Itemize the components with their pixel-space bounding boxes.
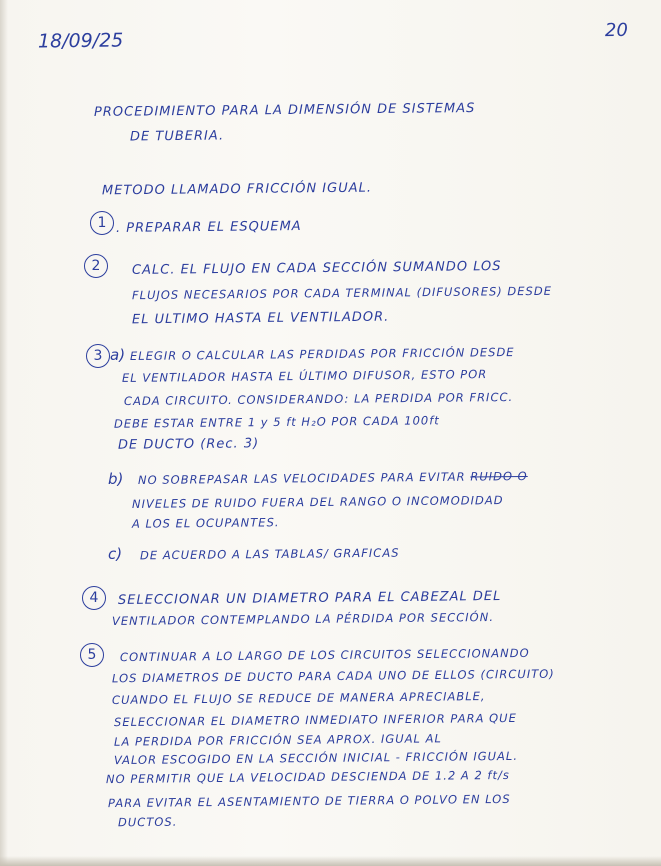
- step-2-line-3: EL ULTIMO HASTA EL VENTILADOR.: [131, 309, 390, 328]
- step-2-line-1: CALC. EL FLUJO EN CADA SECCIÓN SUMANDO LOS: [131, 259, 502, 278]
- step-3c-line-1: DE ACUERDO A LAS TABLAS/ GRAFICAS: [139, 545, 400, 563]
- step-3b-line-3: A LOS EL OCUPANTES.: [131, 515, 280, 531]
- step-4-line-2: VENTILADOR CONTEMPLANDO LA PÉRDIDA POR SECCIÓN.: [111, 610, 495, 628]
- step-4-number: 4: [82, 586, 106, 610]
- step-3a-line-3: CADA CIRCUITO. CONSIDERANDO: LA PERDIDA POR FRICC.: [123, 389, 514, 409]
- step-3c-label: c): [108, 545, 123, 563]
- method-heading: METODO LLAMADO FRICCIÓN IGUAL.: [101, 180, 373, 199]
- page-number: 20: [604, 19, 629, 42]
- step-5-line-3: CUANDO EL FLUJO SE REDUCE DE MANERA APRECIABLE,: [111, 689, 486, 707]
- page-bottom-shadow: [0, 856, 661, 866]
- step-5-line-1: CONTINUAR A LO LARGO DE LOS CIRCUITOS SELECCIONANDO: [119, 645, 530, 665]
- step-3a-line-4: DEBE ESTAR ENTRE 1 y 5 ft H₂O POR CADA 100ft: [113, 413, 440, 431]
- step-2-line-2: FLUJOS NECESARIOS POR CADA TERMINAL (DIFUSORES) DESDE: [131, 283, 553, 303]
- step-5-number: 5: [80, 643, 104, 667]
- step-3b-line-1-text: NO SOBREPASAR LAS VELOCIDADES PARA EVITAR: [137, 469, 466, 488]
- step-3b-line-1: [137, 468, 528, 488]
- title-line-1: PROCEDIMIENTO PARA LA DIMENSIÓN DE SISTEMAS: [93, 101, 476, 120]
- step-1-number: 1: [90, 211, 114, 235]
- step-3b-struck-text: RUIDO O: [470, 468, 528, 484]
- step-5-line-9: DUCTOS.: [117, 814, 178, 830]
- step-5-line-6: VALOR ESCOGIDO EN LA SECCIÓN INICIAL - FRICCIÓN IGUAL.: [113, 748, 519, 768]
- page-edge-shadow: [0, 0, 8, 866]
- step-2-number: 2: [84, 254, 108, 278]
- step-5-line-2: LOS DIAMETROS DE DUCTO PARA CADA UNO DE ELLOS (CIRCUITO): [111, 666, 555, 686]
- step-5-line-8: PARA EVITAR EL ASENTAMIENTO DE TIERRA O POLVO EN LOS: [107, 791, 511, 811]
- step-3a-line-5: DE DUCTO (Rec. 3): [117, 436, 260, 453]
- title-line-2: DE TUBERIA.: [129, 128, 225, 145]
- step-5-line-4: SELECCIONAR EL DIAMETRO INMEDIATO INFERIOR PARA QUE: [113, 710, 517, 730]
- step-3a-label: a): [110, 346, 126, 364]
- date: 18/09/25: [37, 29, 124, 53]
- step-3b-line-2: NIVELES DE RUIDO FUERA DEL RANGO O INCOMODIDAD: [131, 493, 504, 511]
- step-4-line-1: SELECCIONAR UN DIAMETRO PARA EL CABEZAL DEL: [117, 588, 502, 609]
- step-1-text: . PREPARAR EL ESQUEMA: [115, 219, 302, 236]
- step-3a-line-1: ELEGIR O CALCULAR LAS PERDIDAS POR FRICCIÓN DESDE: [129, 344, 515, 364]
- step-3b-label: b): [108, 470, 124, 488]
- step-5-line-7: NO PERMITIR QUE LA VELOCIDAD DESCIENDA DE 1.2 A 2 ft/s: [105, 767, 510, 787]
- step-5-line-5: LA PERDIDA POR FRICCIÓN SEA APROX. IGUAL AL: [113, 731, 442, 749]
- step-3a-line-2: EL VENTILADOR HASTA EL ÚLTIMO DIFUSOR, ESTO POR: [121, 367, 488, 385]
- step-3-number: 3: [86, 344, 110, 368]
